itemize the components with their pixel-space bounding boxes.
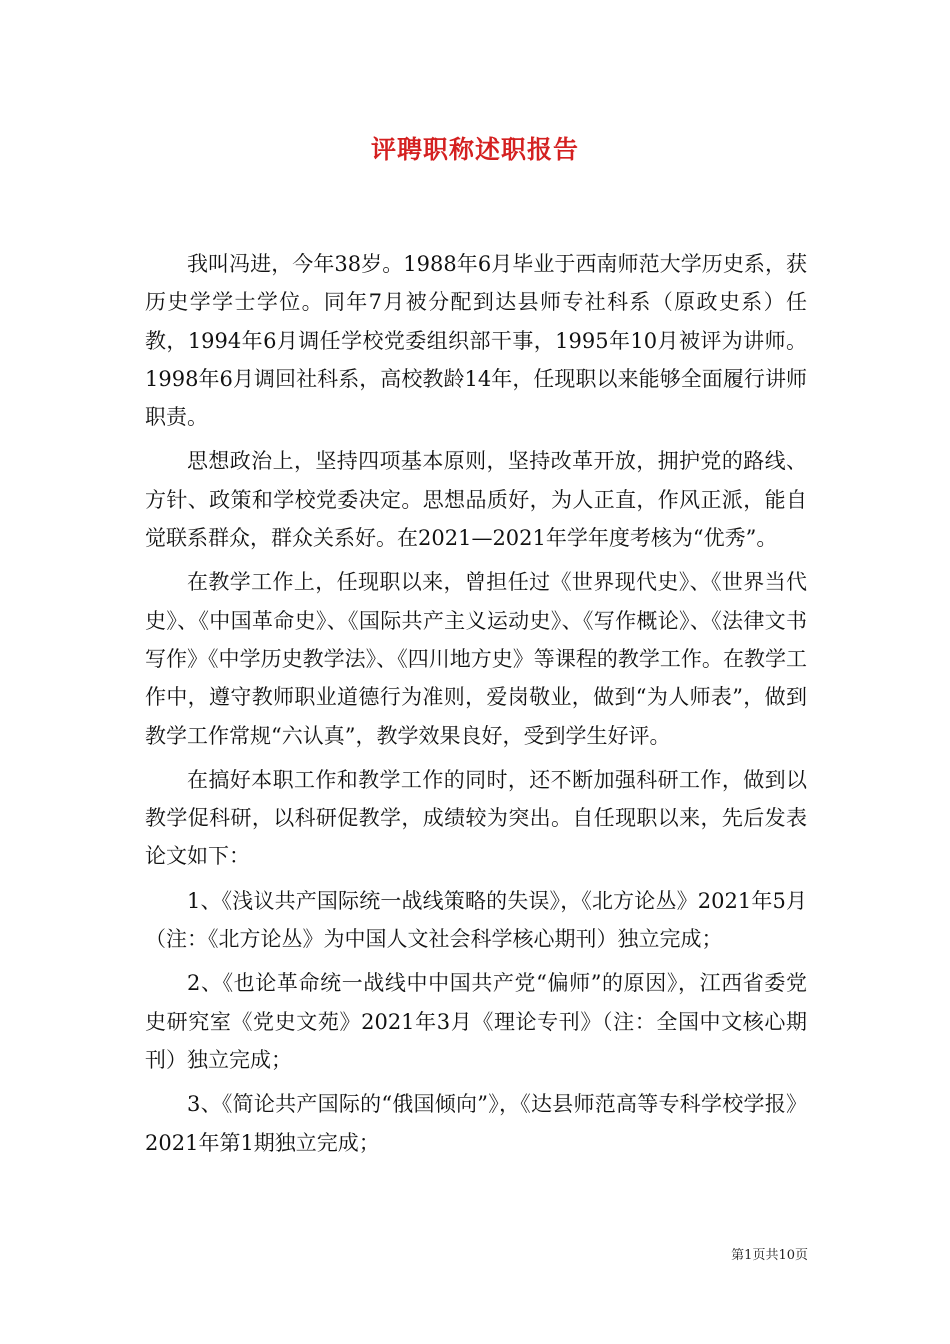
- paragraph-teaching: 在教学工作上，任现职以来，曾担任过《世界现代史》、《世界当代史》、《中国革命史》、《国际共产主义运动史》、《写作概论》、《法律文书写作》《中学历史教学法》、《四川地方史》等课程的教学工作。在教学工作中，遵守教师职业道德行为准则，爱岗敬业，做到“为人师表”，做到教学工作常规“六认真”，教学效果良好，受到学生好评。: [145, 570, 807, 748]
- paragraph-paper-2: 2、《也论革命统一战线中中国共产党“偏师”的原因》，江西省委党史研究室《党史文苑》2021年3月《理论专刊》（注：全国中文核心期刊）独立完成；: [145, 971, 807, 1072]
- page-number: 第1页共10页: [731, 1248, 808, 1263]
- paragraph-politics: 思想政治上，坚持四项基本原则，坚持改革开放，拥护党的路线、方针、政策和学校党委决定。思想品质好，为人正直，作风正派，能自觉联系群众，群众关系好。在2021—2021年学年度考核为“优秀”。: [145, 449, 807, 551]
- document-title: 评聘职称述职报告: [370, 135, 579, 164]
- document-body: [145, 245, 807, 1168]
- paragraph-research: 在搞好本职工作和教学工作的同时，还不断加强科研工作，做到以教学促科研，以科研促教学，成绩较为突出。自任现职以来，先后发表论文如下：: [145, 767, 807, 869]
- paragraph-paper-1: 1、《浅议共产国际统一战线策略的失误》，《北方论丛》2021年5月（注：《北方论丛》为中国人文社会科学核心期刊）独立完成；: [145, 888, 807, 952]
- paragraph-paper-3: 3、《简论共产国际的“俄国倾向”》，《达县师范高等专科学校学报》2021年第1期独立完成；: [145, 1092, 807, 1155]
- paragraph-intro: 我叫冯进，今年38岁。1988年6月毕业于西南师范大学历史系，获历史学学士学位。同年7月被分配到达县师专社科系（原政史系）任教，1994年6月调任学校党委组织部干事，1995年10月被评为讲师。1998年6月调回社科系，高校教龄14年，任现职以来能够全面履行讲师职责。: [145, 252, 807, 430]
